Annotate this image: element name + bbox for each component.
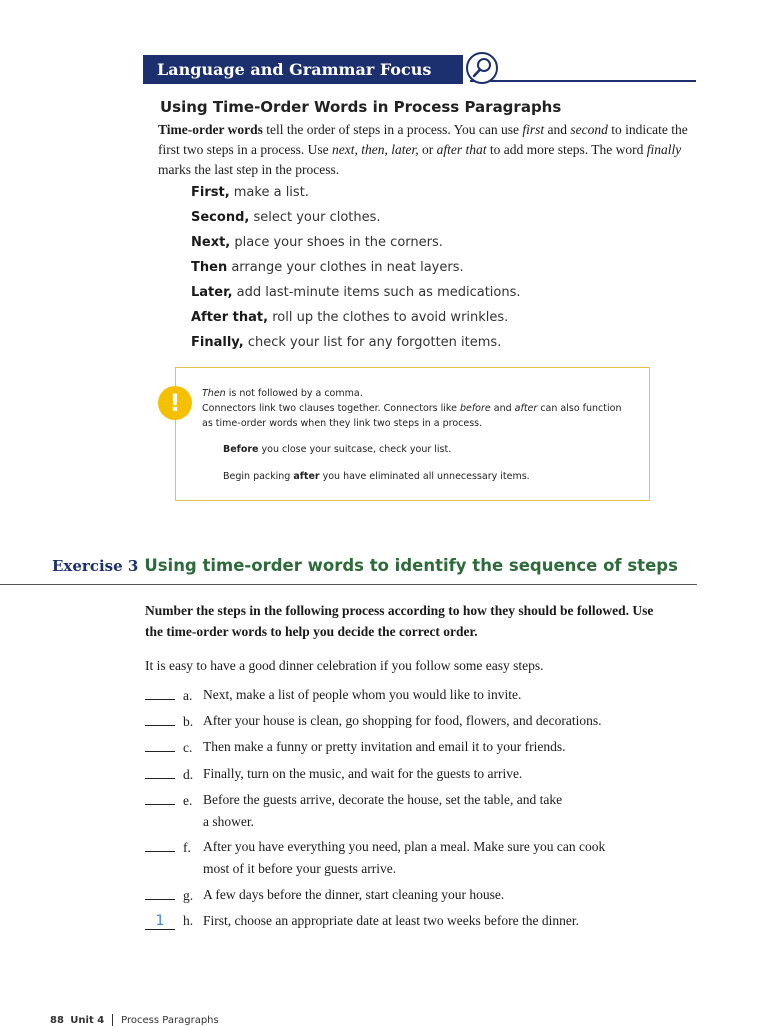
intro-text: to indicate the first two steps in a process. Use (158, 122, 688, 157)
intro-word: first (522, 122, 545, 137)
item-text: After you have everything you need, plan a meal. Make sure you can cook (203, 839, 606, 854)
page-number: 88 (50, 1015, 64, 1026)
note-text: can also function (537, 403, 622, 414)
note-text: Begin packing (223, 471, 294, 482)
item-text: After your house is clean, go shopping for food, flowers, and decorations. (203, 713, 602, 728)
intro-paragraph (158, 120, 688, 180)
page-footer (50, 1014, 219, 1026)
answer-blank[interactable] (145, 736, 175, 752)
note-word: after (293, 471, 320, 482)
intro-text: to add more steps. The word (486, 142, 647, 157)
answer-blank[interactable] (145, 710, 175, 726)
item-text: Finally, turn on the music, and wait for the guests to arrive. (203, 766, 523, 781)
section-banner (143, 55, 463, 84)
note-line (202, 418, 482, 429)
time-order-word: Then (191, 260, 228, 275)
example-step (191, 333, 521, 358)
intro-term: Time-order words (158, 122, 263, 137)
exercise-item (145, 884, 504, 906)
item-text: A few days before the dinner, start cleaning your house. (203, 887, 505, 902)
answer-blank[interactable] (145, 884, 175, 900)
time-order-word: Second, (191, 210, 250, 225)
item-letter: a. (183, 688, 193, 703)
example-step (191, 308, 521, 333)
item-text: Before the guests arrive, decorate the house, set the table, and take (203, 792, 563, 807)
example-step (191, 258, 521, 283)
note-word: after (514, 403, 538, 414)
exercise-lead: It is easy to have a good dinner celebration if you follow some easy steps. (145, 658, 544, 673)
intro-word: second (570, 122, 608, 137)
exercise-title (52, 556, 678, 575)
banner-rule (470, 80, 696, 82)
step-text: roll up the clothes to avoid wrinkles. (268, 310, 509, 325)
intro-text: or (418, 142, 437, 157)
item-letter: c. (183, 740, 193, 755)
step-text: select your clothes. (249, 210, 381, 225)
item-letter: h. (183, 913, 194, 928)
item-text-continued: a shower. (203, 814, 254, 829)
exercise-item (145, 789, 562, 832)
item-text: Then make a funny or pretty invitation and email it to your friends. (203, 739, 566, 754)
example-steps (191, 183, 521, 358)
example-step (191, 208, 521, 233)
item-letter: f. (183, 840, 191, 855)
exercise-item (145, 736, 566, 758)
note-text: as time-order words when they link two steps in a process. (202, 418, 483, 429)
note-text: you close your suitcase, check your list. (258, 444, 452, 455)
note-word: Then (202, 388, 226, 399)
note-word: Before (223, 444, 259, 455)
time-order-word: Next, (191, 235, 231, 250)
example-step (191, 183, 521, 208)
exercise-instructions: Number the steps in the following process according to how they should be followed. Use the time-order words to help you decide the correct order. (145, 603, 654, 639)
intro-text: tell the order of steps in a process. You can use (262, 122, 523, 137)
exercise-item (145, 710, 602, 732)
exclamation-icon: ! (158, 386, 192, 420)
exercise-number: Exercise 3 (52, 557, 139, 575)
answer-blank[interactable] (145, 836, 175, 852)
example-step (191, 233, 521, 258)
intro-text: and (544, 122, 571, 137)
item-letter: d. (183, 767, 194, 782)
exercise-item (145, 763, 522, 785)
unit-label: Unit 4 (70, 1015, 105, 1026)
step-text: arrange your clothes in neat layers. (227, 260, 464, 275)
answer-blank[interactable] (145, 789, 175, 805)
magnifier-icon (466, 52, 498, 84)
note-example (223, 444, 451, 455)
chapter-label: Process Paragraphs (121, 1015, 219, 1026)
exercise-item (145, 684, 521, 706)
item-text-continued: most of it before your guests arrive. (203, 861, 397, 876)
note-text: is not followed by a comma. (225, 388, 363, 399)
item-text: First, choose an appropriate date at least two weeks before the dinner. (203, 913, 579, 928)
item-letter: b. (183, 714, 194, 729)
time-order-word: Finally, (191, 335, 244, 350)
note-line (202, 403, 621, 414)
banner-label: Language and Grammar Focus (157, 60, 432, 79)
note-word: before (459, 403, 491, 414)
note-text: Connectors link two clauses together. Connectors like (202, 403, 460, 414)
exercise-item (145, 910, 579, 931)
intro-word: next, then, later, (331, 142, 419, 157)
intro-word: finally (646, 142, 682, 157)
note-example (223, 471, 530, 482)
exercise-rule (0, 584, 697, 585)
footer-divider (112, 1014, 113, 1026)
item-text: Next, make a list of people whom you would like to invite. (203, 687, 522, 702)
time-order-word: Later, (191, 285, 233, 300)
note-text: and (490, 403, 515, 414)
step-text: add last-minute items such as medications. (232, 285, 521, 300)
step-text: check your list for any forgotten items. (243, 335, 502, 350)
intro-text: marks the last step in the process. (158, 162, 340, 177)
step-text: place your shoes in the corners. (230, 235, 443, 250)
step-text: make a list. (229, 185, 309, 200)
item-letter: e. (183, 793, 193, 808)
answer-blank[interactable] (145, 684, 175, 700)
intro-word: after that (436, 142, 487, 157)
answer-blank[interactable] (145, 763, 175, 779)
note-line (202, 388, 363, 399)
answer-blank[interactable]: 1 (145, 914, 175, 930)
exercise-item (145, 836, 605, 879)
example-step (191, 283, 521, 308)
section-title: Using Time-Order Words in Process Paragraphs (160, 98, 562, 116)
exercise-heading: Using time-order words to identify the sequence of steps (144, 556, 678, 575)
note-text: you have eliminated all unnecessary items. (319, 471, 530, 482)
time-order-word: First, (191, 185, 230, 200)
item-letter: g. (183, 888, 194, 903)
time-order-word: After that, (191, 310, 269, 325)
